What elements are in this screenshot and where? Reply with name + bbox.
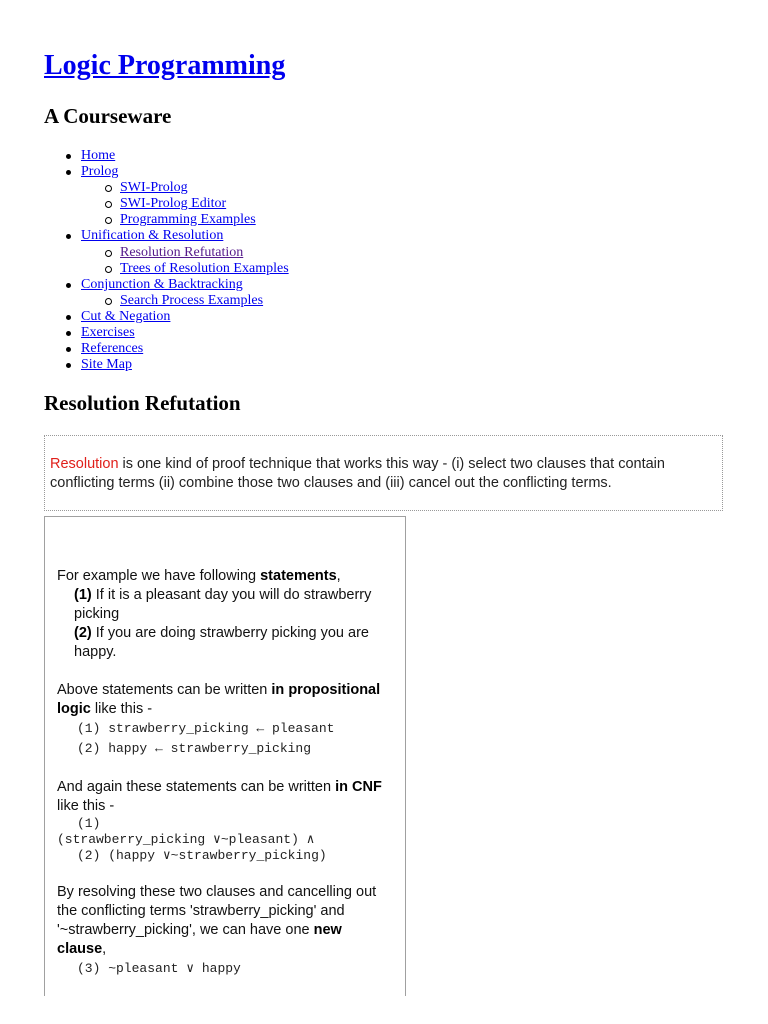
nav-link-unification[interactable]: Unification & Resolution — [81, 228, 224, 244]
intro-box — [44, 435, 723, 511]
example-box — [44, 516, 406, 996]
example-p3-bold: in CNF — [335, 779, 382, 795]
nav-item-swi-prolog — [81, 180, 289, 196]
site-title-link[interactable]: Logic Programming — [44, 50, 286, 81]
nav-item-conjunction — [44, 277, 289, 309]
example-p4-text: By resolving these two clauses and cancelling out the conflicting terms 'strawberry_picking' and '~strawberry_picking', we can have one — [57, 884, 377, 938]
example-p1-text: For example we have following — [57, 568, 261, 584]
nav-item-swi-prolog-editor — [81, 196, 289, 212]
nav-link-home[interactable]: Home — [81, 148, 116, 163]
statement-1 — [57, 586, 393, 624]
example-p3-end: like this - — [57, 798, 115, 814]
nav-link-site-map[interactable]: Site Map — [81, 357, 132, 373]
statement-2-number: (2) — [74, 625, 92, 641]
propositional-rule-2: (2) happy ← strawberry_picking — [77, 741, 312, 756]
nav-link-conjunction[interactable]: Conjunction & Backtracking — [81, 276, 243, 292]
nav-item-prolog — [44, 164, 289, 228]
nav-submenu-prolog — [81, 180, 289, 228]
statement-2-text: If you are doing strawberry picking you are happy. — [74, 625, 369, 660]
resolved-clause: (3) ~pleasant ∨ happy — [77, 961, 241, 976]
main-navigation — [44, 148, 289, 373]
nav-link-resolution-refutation[interactable]: Resolution Refutation — [120, 244, 244, 260]
example-p2-bold: in propositional logic — [57, 682, 381, 717]
nav-item-cut-negation — [44, 309, 289, 325]
nav-item-programming-examples — [81, 212, 289, 228]
example-p2-text: Above statements can be written — [57, 682, 272, 698]
nav-item-exercises — [44, 325, 289, 341]
example-paragraph-4 — [57, 883, 393, 959]
spacer — [57, 662, 393, 681]
nav-link-cut-negation[interactable]: Cut & Negation — [81, 308, 171, 324]
nav-item-unification — [44, 228, 289, 276]
nav-item-home — [44, 148, 289, 164]
site-title — [44, 50, 285, 82]
nav-link-exercises[interactable]: Exercises — [81, 325, 135, 341]
nav-item-resolution-refutation — [81, 245, 289, 261]
nav-item-search-process-examples — [81, 293, 289, 309]
cnf-clause-1-number: (1) — [77, 816, 101, 831]
nav-link-programming-examples[interactable]: Programming Examples — [120, 212, 256, 228]
example-p2-end: like this - — [90, 701, 153, 717]
nav-link-search-process-examples[interactable]: Search Process Examples — [120, 292, 264, 308]
intro-term: Resolution — [50, 456, 119, 472]
example-p3-text: And again these statements can be written — [57, 779, 336, 795]
nav-link-prolog[interactable]: Prolog — [81, 164, 119, 180]
cnf-clause-2: (2) (happy ∨~strawberry_picking) — [77, 848, 327, 863]
statement-1-text: If it is a pleasant day you will do strawberry picking — [74, 587, 372, 622]
statement-1-number: (1) — [74, 587, 92, 603]
intro-text: is one kind of proof technique that works this way - (i) select two clauses that contain conflicting terms (ii) combine those two clauses and (iii) cancel out the conflicting terms. — [50, 456, 665, 491]
nav-item-references — [44, 341, 289, 357]
cnf-clause-1-expression: (strawberry_picking ∨~pleasant) ∧ — [57, 832, 315, 847]
spacer — [57, 864, 393, 883]
example-paragraph-1 — [57, 567, 393, 586]
nav-submenu-unification — [81, 245, 289, 277]
page-heading: Resolution Refutation — [44, 391, 241, 415]
example-paragraph-2 — [57, 681, 393, 719]
nav-item-trees-of-resolution — [81, 261, 289, 277]
spacer — [57, 759, 393, 778]
propositional-rule-1: (1) strawberry_picking ← pleasant — [77, 721, 335, 736]
example-p1-end: , — [336, 568, 341, 584]
statement-2 — [57, 624, 393, 662]
example-paragraph-3 — [57, 778, 393, 816]
nav-link-swi-prolog[interactable]: SWI-Prolog — [120, 180, 188, 196]
nav-submenu-conjunction — [81, 293, 289, 309]
example-p1-bold: statements — [260, 568, 337, 584]
example-p4-bold: new clause — [57, 922, 342, 957]
site-subtitle: A Courseware — [44, 104, 172, 128]
nav-item-site-map — [44, 357, 289, 373]
nav-link-references[interactable]: References — [81, 341, 144, 357]
nav-link-swi-prolog-editor[interactable]: SWI-Prolog Editor — [120, 196, 227, 212]
example-p4-end: , — [102, 941, 107, 957]
nav-link-trees-of-resolution[interactable]: Trees of Resolution Examples — [120, 260, 289, 276]
